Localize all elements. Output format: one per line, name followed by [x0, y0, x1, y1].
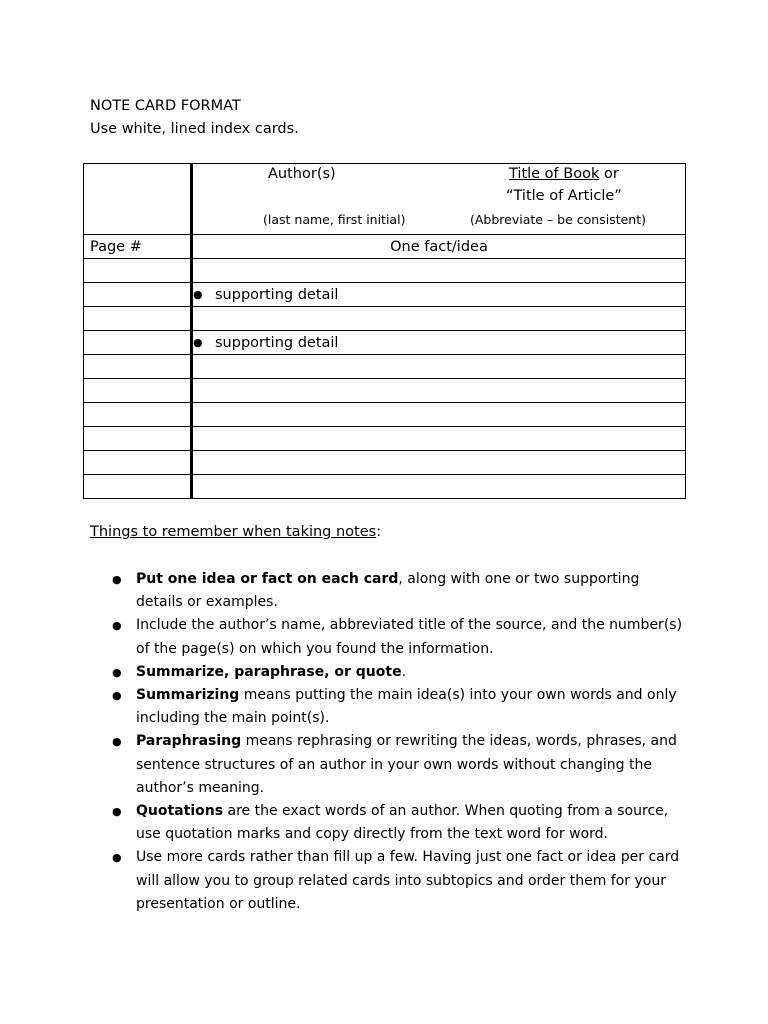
tip-bold: Summarize, paraphrase, or quote	[136, 663, 402, 680]
document-subtitle: Use white, lined index cards.	[90, 121, 299, 137]
tip-text: means putting the main idea(s) into your own words and only including the main point(s).	[136, 687, 677, 727]
card-row	[84, 283, 686, 307]
supporting-detail-1	[192, 283, 686, 307]
bullet-icon: ●	[112, 851, 122, 865]
card-row	[84, 451, 686, 475]
remember-colon: :	[376, 524, 382, 540]
bullet-icon: ●	[193, 335, 203, 349]
card-header-row	[84, 164, 686, 235]
card-row	[84, 331, 686, 355]
title-note: (Abbreviate – be consistent)	[470, 212, 647, 227]
author-label: Author(s)	[268, 166, 336, 182]
card-row	[84, 307, 686, 331]
tip-item	[108, 846, 688, 916]
document-heading	[90, 95, 299, 141]
tip-item	[108, 661, 688, 684]
card-row	[84, 355, 686, 379]
tip-bold: Quotations	[136, 803, 224, 820]
title-of-book-line	[509, 166, 619, 182]
remember-heading	[90, 524, 381, 540]
tip-item	[108, 614, 688, 660]
tip-item	[108, 800, 688, 846]
tip-bold: Put one idea or fact on each card	[136, 571, 399, 587]
card-row	[84, 235, 686, 259]
tip-text: Include the author’s name, abbreviated title of the source, and the number(s) of the page(s) on which you found the information.	[136, 617, 683, 657]
tip-item	[108, 684, 688, 730]
tip-text: means rephrasing or rewriting the ideas, words, phrases, and sentence structures of an author in your own words without changing the author’s meaning.	[136, 733, 677, 796]
tip-bold: Summarizing	[136, 687, 240, 704]
bullet-icon: ●	[112, 735, 122, 749]
bullet-icon: ●	[112, 665, 122, 679]
tip-text: Use more cards rather than fill up a few. Having just one fact or idea per card will allow you to group related cards into subtopics and order them for your presentation or outline.	[136, 849, 680, 912]
tip-item	[108, 568, 688, 614]
tip-text: .	[401, 663, 407, 680]
tip-bold: Paraphrasing	[136, 733, 242, 750]
bullet-icon: ●	[112, 619, 122, 633]
card-header-left-cell	[84, 164, 192, 235]
card-row	[84, 403, 686, 427]
card-row	[84, 379, 686, 403]
supporting-detail-2	[192, 331, 686, 355]
author-note: (last name, first initial)	[263, 212, 406, 227]
card-row	[84, 427, 686, 451]
card-row	[84, 259, 686, 283]
bullet-icon: ●	[112, 573, 122, 586]
bullet-icon: ●	[193, 287, 203, 301]
tip-item	[108, 730, 688, 800]
tips-list	[108, 568, 688, 916]
note-card-diagram	[83, 163, 686, 499]
bullet-icon: ●	[112, 689, 122, 703]
title-of-book-label: Title of Book	[509, 166, 600, 182]
card-header-right-cell	[192, 164, 686, 235]
title-or-text: or	[599, 166, 619, 182]
document-title: NOTE CARD FORMAT	[90, 98, 241, 114]
supporting-detail-text: supporting detail	[215, 286, 339, 303]
card-row	[84, 475, 686, 499]
tip-text: are the exact words of an author. When quoting from a source, use quotation marks and copy directly from the text word for word.	[136, 803, 669, 843]
remember-label: Things to remember when taking notes	[90, 524, 377, 540]
supporting-detail-text: supporting detail	[215, 334, 339, 351]
title-of-article-label: “Title of Article”	[506, 188, 622, 204]
tip-text: , along with one or two supporting details or examples.	[136, 571, 640, 611]
bullet-icon: ●	[112, 805, 122, 819]
fact-label: One fact/idea	[192, 235, 686, 259]
page-label: Page #	[84, 235, 192, 259]
